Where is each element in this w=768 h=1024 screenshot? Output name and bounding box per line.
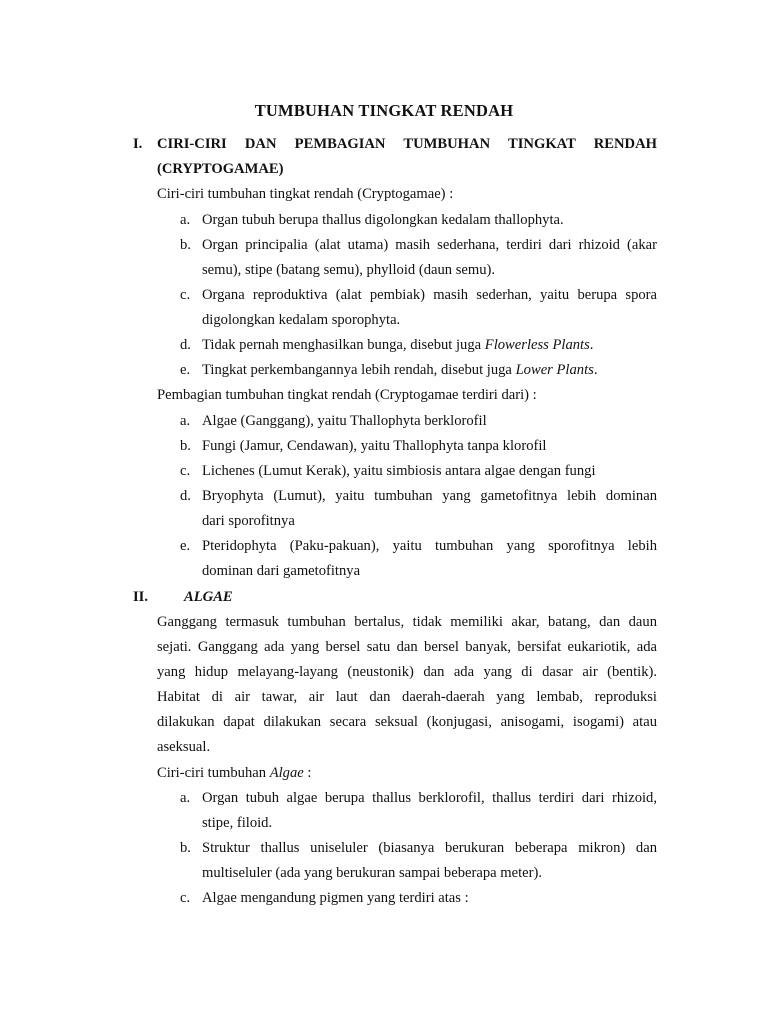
section-1-heading: CIRI-CIRI DAN PEMBAGIAN TUMBUHAN TINGKAT RENDAH (157, 136, 657, 152)
list-item: Organ tubuh algae berupa thallus berklorofil, thallus terdiri dari rhizoid, (202, 790, 657, 806)
list-marker: a. (180, 790, 191, 806)
list-marker: d. (180, 488, 191, 504)
list-item-cont: dominan dari gametofitnya (202, 563, 361, 579)
traits-intro: Ciri-ciri tumbuhan tingkat rendah (Cryptogamae) : (157, 186, 454, 202)
list-item: Organa reproduktiva (alat pembiak) masih sederhan, yaitu berupa spora (202, 287, 657, 303)
list-item: Algae mengandung pigmen yang terdiri atas : (202, 890, 469, 906)
italic-term: Algae (269, 765, 304, 781)
list-item: Fungi (Jamur, Cendawan), yaitu Thallophyta tanpa klorofil (202, 438, 547, 454)
list-marker: c. (180, 890, 191, 906)
list-item: Algae (Ganggang), yaitu Thallophyta berklorofil (202, 413, 487, 429)
italic-term: Lower Plants (515, 362, 594, 378)
italic-term: Flowerless Plants (484, 337, 590, 353)
list-marker: c. (180, 463, 191, 479)
list-marker: a. (180, 413, 191, 429)
list-item-cont: semu), stipe (batang semu), phylloid (daun semu). (202, 262, 496, 278)
list-item-cont: multiseluler (ada yang berukuran sampai beberapa meter). (202, 865, 542, 881)
list-item-cont: stipe, filoid. (202, 815, 273, 831)
list-item: Struktur thallus uniseluler (biasanya berukuran beberapa mikron) dan (202, 840, 657, 856)
list-item: Organ tubuh berupa thallus digolongkan kedalam thallophyta. (202, 212, 564, 228)
list-marker: b. (180, 237, 191, 253)
list-marker: c. (180, 287, 191, 303)
section-1-heading-cont: (CRYPTOGAMAE) (157, 161, 284, 177)
algae-traits-intro: Ciri-ciri tumbuhan Algae : (157, 765, 312, 781)
list-item: Pteridophyta (Paku-pakuan), yaitu tumbuhan yang sporofitnya lebih (202, 538, 657, 554)
list-item: Organ principalia (alat utama) masih sederhana, terdiri dari rhizoid (akar (202, 237, 657, 253)
paragraph-line: Ganggang termasuk tumbuhan bertalus, tidak memiliki akar, batang, dan daun (157, 614, 657, 630)
list-item: Tidak pernah menghasilkan bunga, disebut juga Flowerless Plants. (202, 337, 594, 353)
list-item-cont: digolongkan kedalam sporophyta. (202, 312, 401, 328)
list-marker: a. (180, 212, 191, 228)
list-item: Tingkat perkembangannya lebih rendah, disebut juga Lower Plants. (202, 362, 598, 378)
list-item-cont: dari sporofitnya (202, 513, 295, 529)
section-2-numeral: II. (133, 589, 149, 605)
list-marker: b. (180, 438, 191, 454)
division-intro: Pembagian tumbuhan tingkat rendah (Cryptogamae terdiri dari) : (157, 387, 537, 403)
list-marker: e. (180, 362, 191, 378)
list-marker: e. (180, 538, 191, 554)
paragraph-line: Habitat di air tawar, air laut dan daerah-daerah yang lembab, reproduksi (157, 689, 657, 705)
page-title: TUMBUHAN TINGKAT RENDAH (254, 101, 514, 120)
section-1-numeral: I. (133, 136, 143, 152)
paragraph-line: dilakukan dapat dilakukan secara seksual (konjugasi, anisogami, isogami) atau (157, 714, 657, 730)
list-marker: d. (180, 337, 191, 353)
list-item: Bryophyta (Lumut), yaitu tumbuhan yang gametofitnya lebih dominan (202, 488, 657, 504)
list-item: Lichenes (Lumut Kerak), yaitu simbiosis antara algae dengan fungi (202, 463, 596, 479)
paragraph-line: sejati. Ganggang ada yang bersel satu dan bersel banyak, bersifat eukariotik, ada (157, 639, 657, 655)
section-2-heading: ALGAE (184, 589, 233, 605)
list-marker: b. (180, 840, 191, 856)
paragraph-line: aseksual. (157, 739, 211, 755)
paragraph-line: yang hidup melayang-layang (neustonik) dan ada yang di dasar air (bentik). (157, 664, 657, 680)
